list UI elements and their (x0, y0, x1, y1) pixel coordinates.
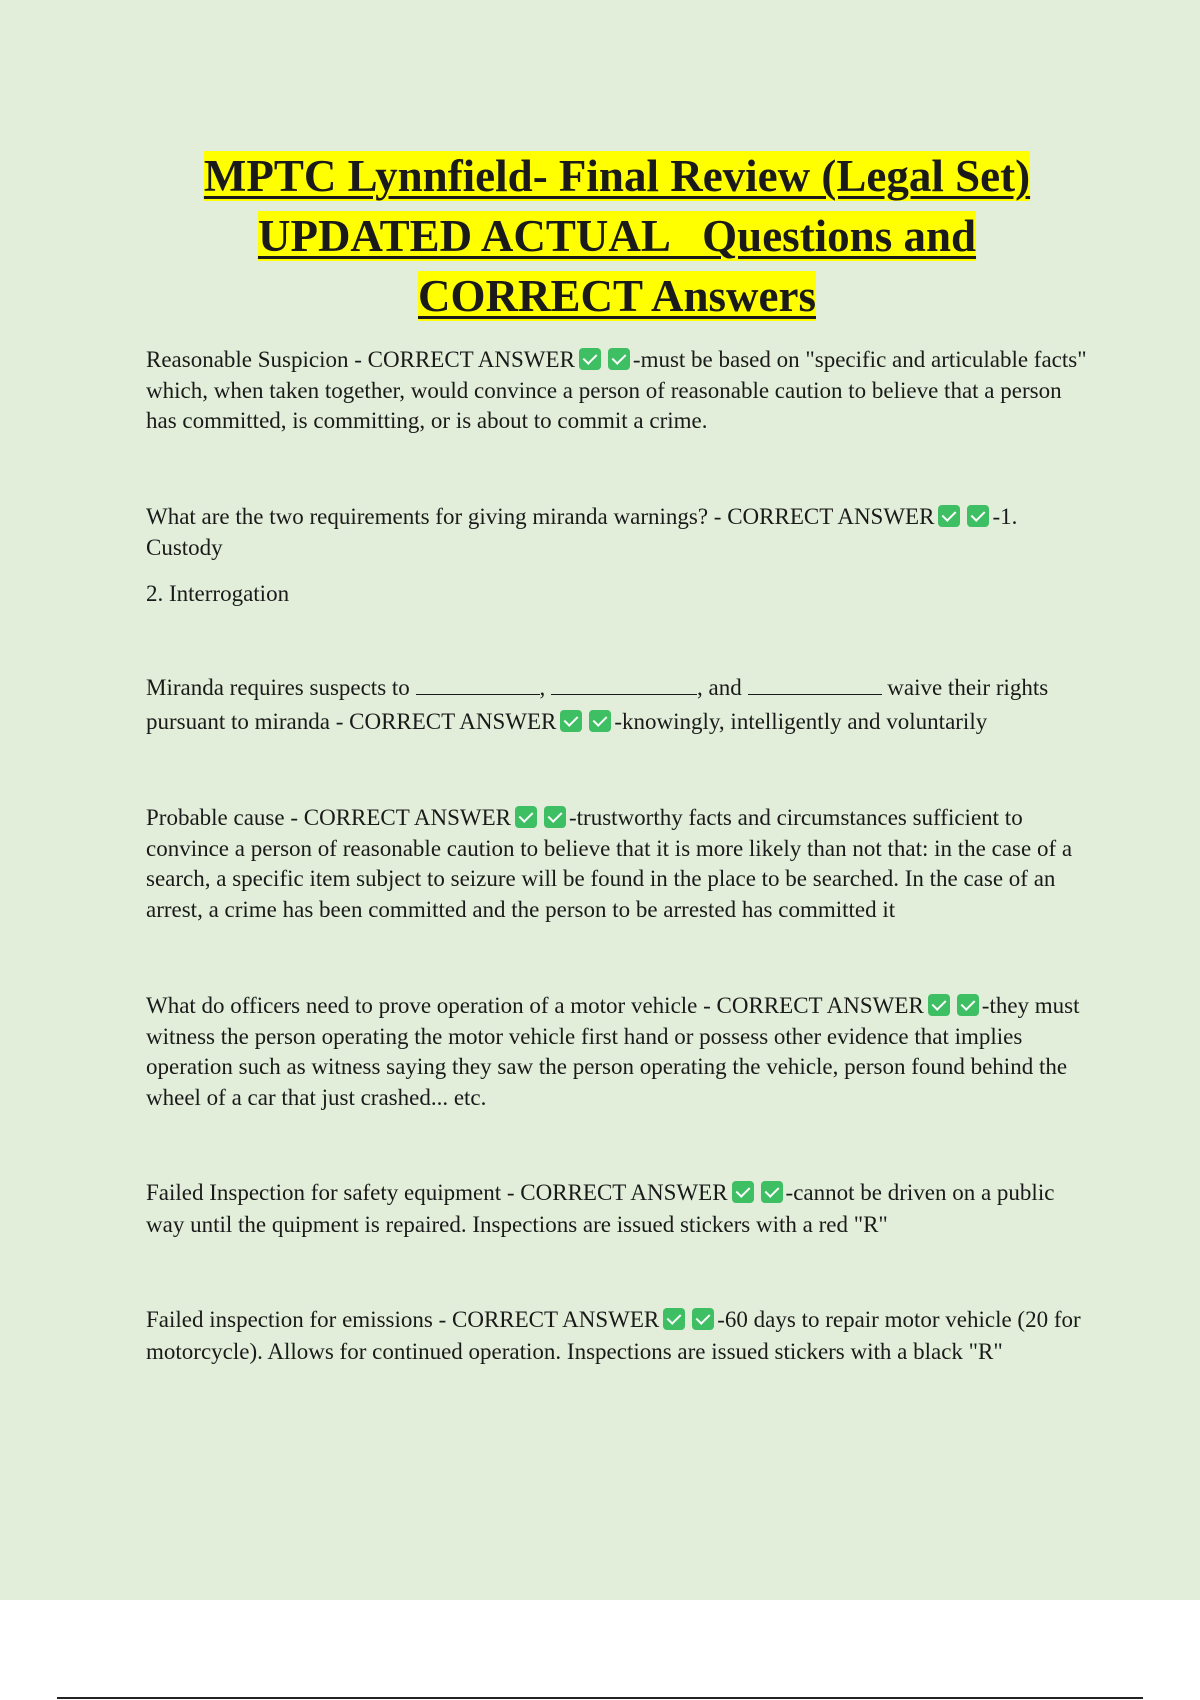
green-checkmark-icon (957, 994, 979, 1016)
answer-text: -knowingly, intelligently and voluntarily (614, 709, 988, 734)
green-checkmark-icon (589, 710, 611, 732)
answer-text: -1. Custody (146, 504, 1018, 560)
question-text: Failed inspection for emissions - (146, 1307, 452, 1332)
answer-text: -60 days to repair motor vehicle (20 for motorcycle). Allows for continued operation. Inspections are issued stickers with a black "R" (146, 1307, 1081, 1364)
qa-item-miranda-waiver (146, 671, 1088, 739)
green-checkmark-icon (967, 505, 989, 527)
question-separator: , and (697, 675, 748, 700)
answer-marker: CORRECT ANSWER (349, 709, 557, 734)
qa-item-emissions-inspection (146, 1304, 1088, 1368)
fill-in-blank (416, 674, 540, 695)
qa-item-reasonable-suspicion (146, 345, 1088, 437)
qa-item-motor-vehicle-operation (146, 991, 1088, 1113)
green-checkmark-icon (761, 1181, 783, 1203)
qa-item-probable-cause (146, 803, 1088, 925)
question-separator: , (539, 675, 552, 700)
fill-in-blank (748, 674, 882, 695)
green-checkmark-icon (579, 348, 601, 370)
answer-marker: CORRECT ANSWER (716, 993, 924, 1018)
green-checkmark-icon (732, 1181, 754, 1203)
answer-marker: CORRECT ANSWER (520, 1180, 728, 1205)
question-text: Miranda requires suspects to (146, 675, 416, 700)
qa-item-miranda-requirements-continued (146, 579, 1088, 610)
question-text: Probable cause - (146, 805, 304, 830)
title-line-1: MPTC Lynnfield- Final Review (Legal Set) (203, 151, 1031, 201)
footer-divider (57, 1697, 1143, 1699)
answer-marker: CORRECT ANSWER (367, 347, 575, 372)
green-checkmark-icon (608, 348, 630, 370)
answer-text-extra: 2. Interrogation (146, 581, 290, 606)
fill-in-blank (551, 674, 697, 695)
question-text: What do officers need to prove operation of a motor vehicle - (146, 993, 717, 1018)
green-checkmark-icon (938, 505, 960, 527)
question-text: What are the two requirements for giving miranda warnings? - (146, 504, 728, 529)
answer-marker: CORRECT ANSWER (727, 504, 935, 529)
title-line-2: UPDATED ACTUAL Questions and (257, 211, 977, 261)
green-checkmark-icon (663, 1308, 685, 1330)
question-text: Reasonable Suspicion - (146, 347, 368, 372)
green-checkmark-icon (560, 710, 582, 732)
qa-item-miranda-requirements (146, 502, 1088, 563)
answer-marker: CORRECT ANSWER (303, 805, 511, 830)
qa-item-safety-inspection (146, 1177, 1088, 1241)
answer-marker: CORRECT ANSWER (452, 1307, 660, 1332)
question-text: Failed Inspection for safety equipment - (146, 1180, 521, 1205)
green-checkmark-icon (544, 806, 566, 828)
answer-text: -must be based on "specific and articulable facts" which, when taken together, would convince a person of reasonable caution to believe that a person has committed, is committing, or is about to commit a crime. (146, 347, 1087, 433)
answer-text: -trustworthy facts and circumstances sufficient to convince a person of reasonable caution to believe that it is more likely than not that: in the case of a search, a specific item subject to seizure will be found in the place to be searched. In the case of an arrest, a crime has been committed and the person to be arrested has committed it (146, 805, 1073, 922)
green-checkmark-icon (928, 994, 950, 1016)
green-checkmark-icon (692, 1308, 714, 1330)
question-text: waive their rights pursuant to miranda - (146, 675, 1049, 734)
answer-text: -they must witness the person operating the motor vehicle first hand or possess other evidence that implies operation such as witness saying they saw the person operating the vehicle, person found behind the wheel of a car that just crashed... etc. (146, 993, 1080, 1110)
green-checkmark-icon (515, 806, 537, 828)
answer-text: -cannot be driven on a public way until the quipment is repaired. Inspections are issued stickers with a red "R" (146, 1180, 1055, 1237)
document-title (120, 146, 1114, 326)
title-line-3: CORRECT Answers (418, 271, 816, 321)
